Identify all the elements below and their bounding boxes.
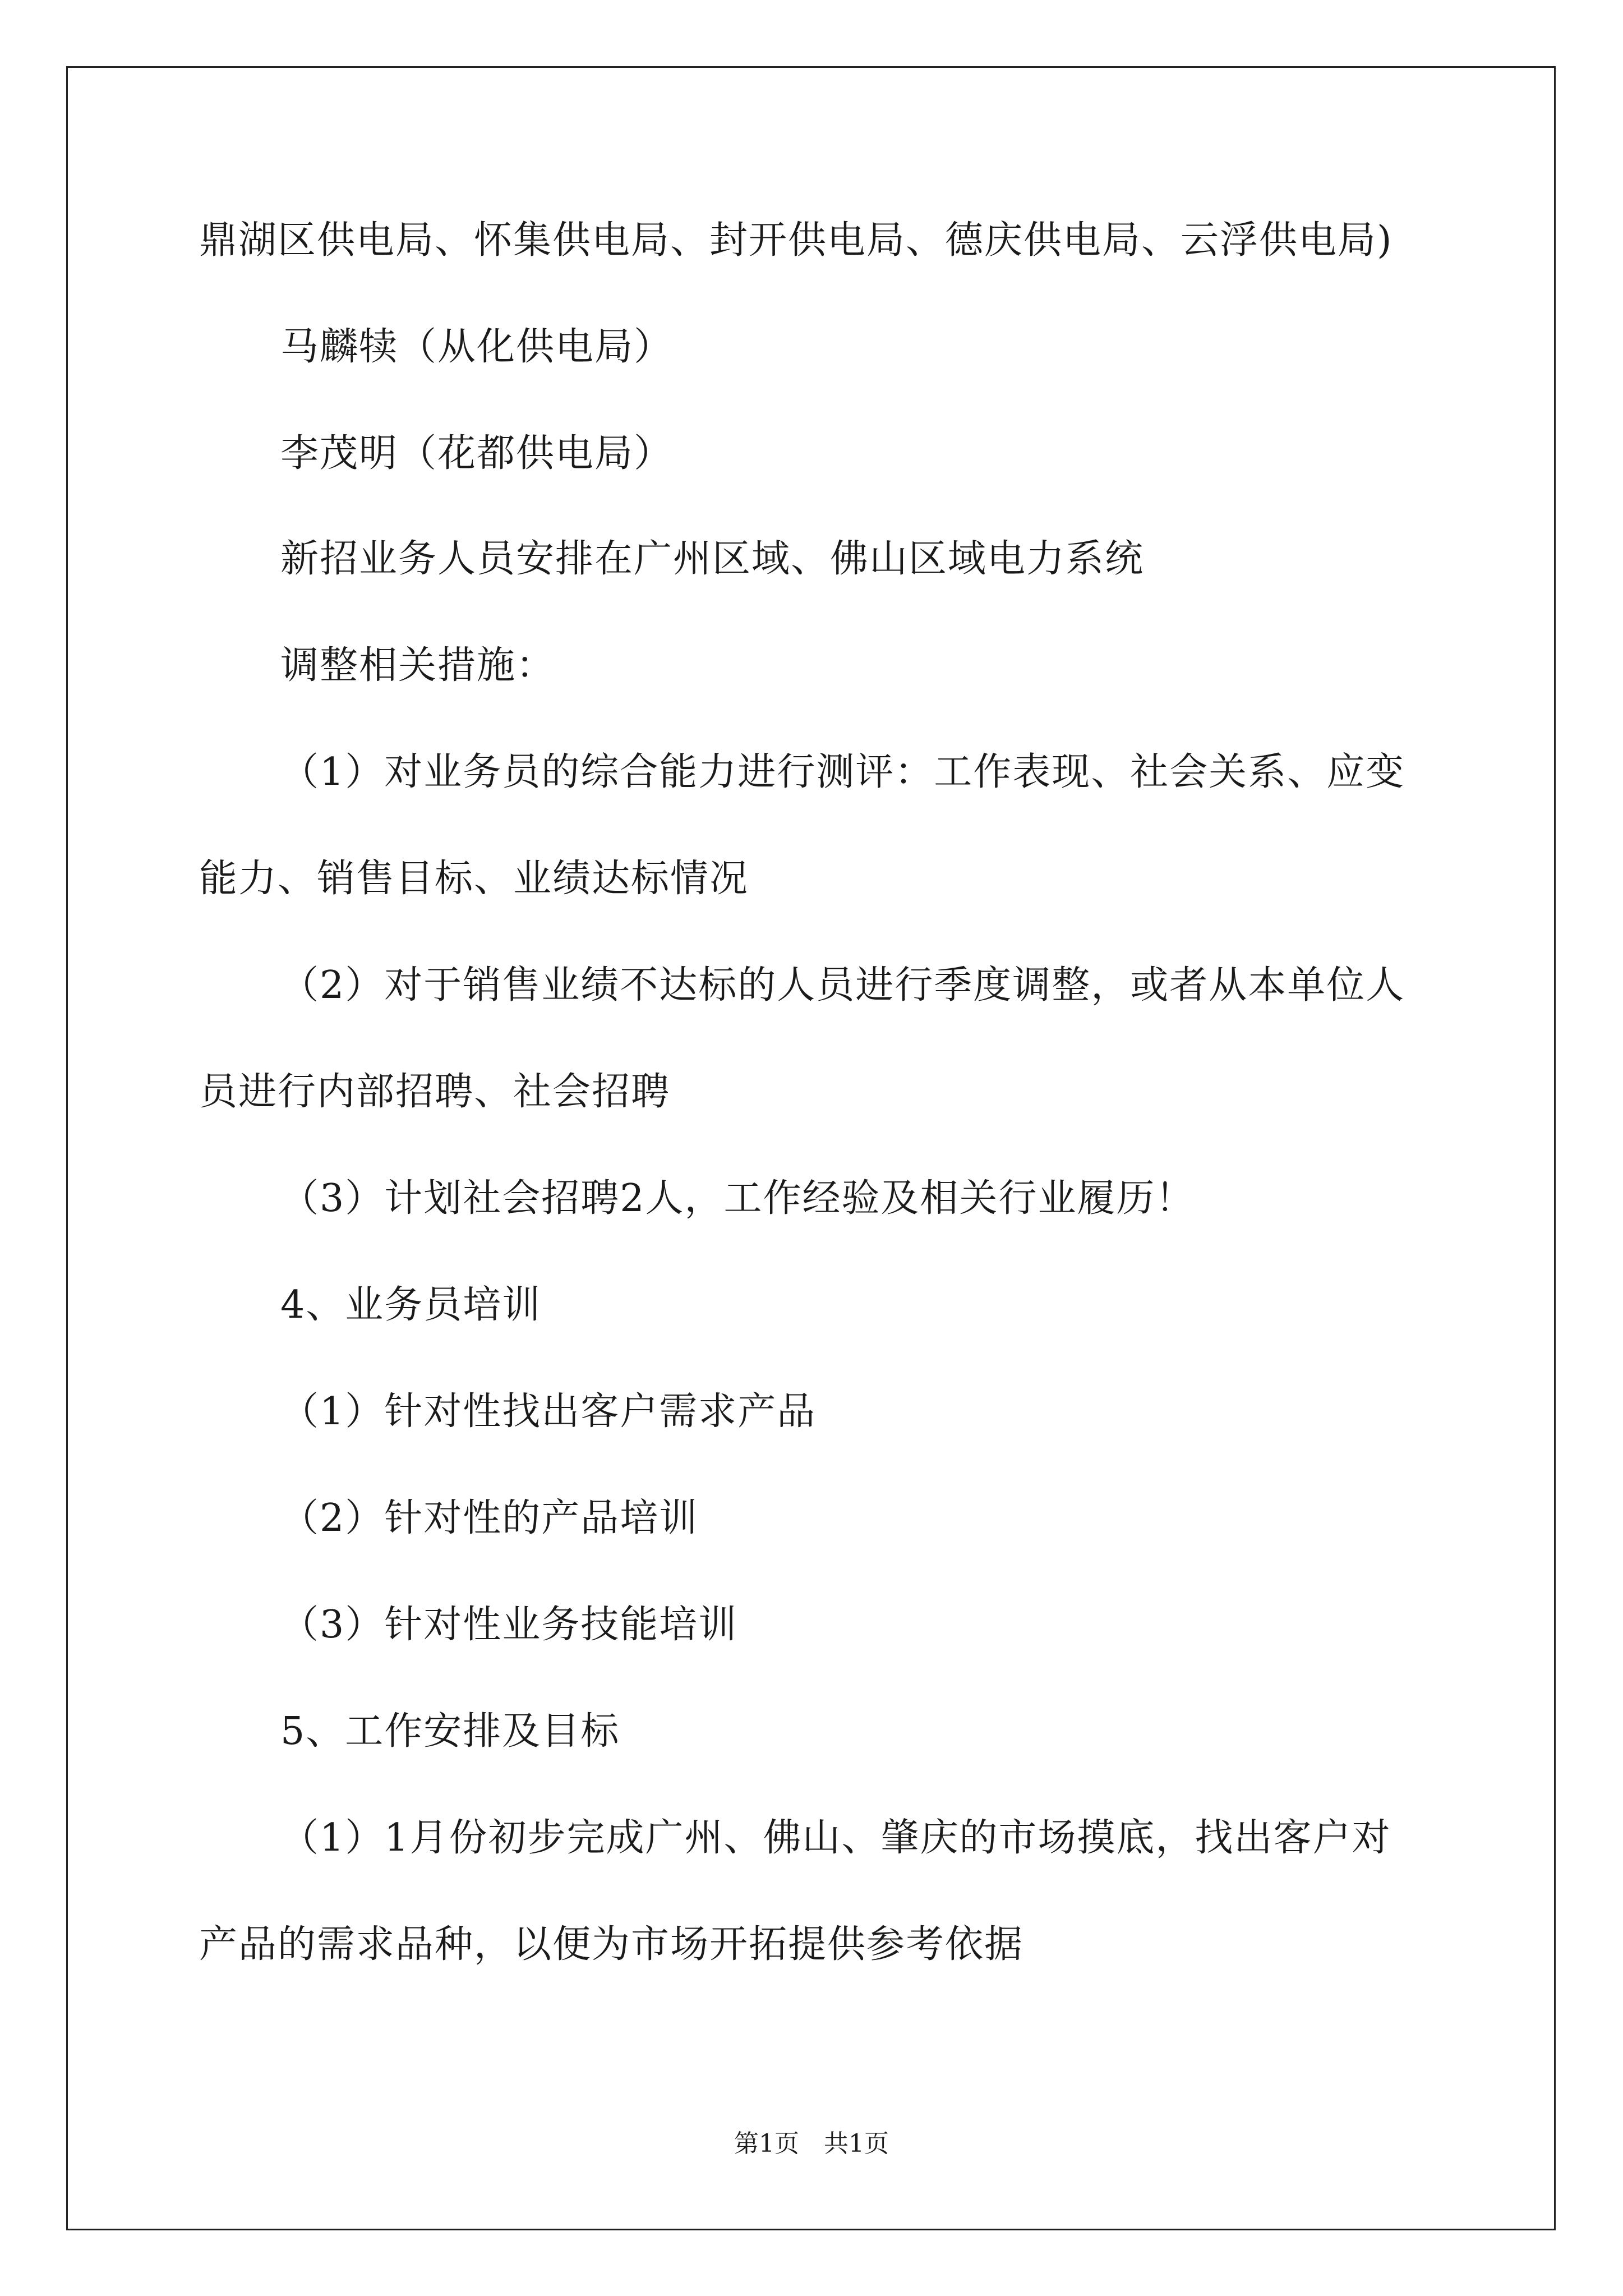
text-line-16: （1）1月份初步完成广州、佛山、肇庆的市场摸底，找出客户对 bbox=[280, 1816, 1391, 1860]
text-line-3: 李茂明（花都供电局） bbox=[280, 431, 674, 476]
text-line-5: 调整相关措施： bbox=[280, 643, 556, 688]
text-line-2: 马麟犊（从化供电局） bbox=[280, 325, 674, 369]
text-line-14: （3）针对性业务技能培训 bbox=[280, 1603, 738, 1647]
text-line-10: （3）计划社会招聘2人，工作经验及相关行业履历！ bbox=[280, 1176, 1195, 1221]
text-line-13: （2）针对性的产品培训 bbox=[280, 1496, 699, 1540]
text-line-12: （1）针对性找出客户需求产品 bbox=[280, 1389, 817, 1434]
text-line-6: （1）对业务员的综合能力进行测评：工作表现、社会关系、应变 bbox=[280, 750, 1405, 794]
text-line-9: 员进行内部招聘、社会招聘 bbox=[199, 1070, 671, 1114]
text-line-17: 产品的需求品种，以便为市场开拓提供参考依据 bbox=[199, 1922, 1024, 1967]
page-border bbox=[66, 66, 1556, 2230]
text-line-15: 5、工作安排及目标 bbox=[280, 1709, 620, 1754]
text-line-11: 4、业务员培训 bbox=[280, 1283, 542, 1327]
page-number-footer: 第1页 共1页 bbox=[734, 2129, 889, 2158]
text-line-4: 新招业务人员安排在广州区域、佛山区域电力系统 bbox=[280, 537, 1145, 581]
text-line-1: 鼎湖区供电局、怀集供电局、封开供电局、德庆供电局、云浮供电局) bbox=[199, 218, 1393, 263]
text-line-8: （2）对于销售业绩不达标的人员进行季度调整，或者从本单位人 bbox=[280, 963, 1405, 1007]
text-line-7: 能力、销售目标、业绩达标情况 bbox=[199, 857, 749, 901]
